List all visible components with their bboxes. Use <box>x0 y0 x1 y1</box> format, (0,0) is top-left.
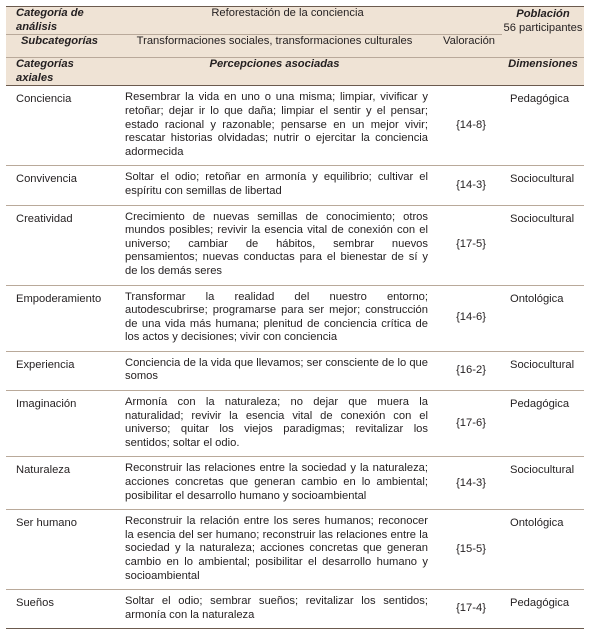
valoracion-cell: {17-4} <box>436 590 502 629</box>
table-row <box>6 205 584 285</box>
valoracion-cell: {14-8} <box>436 86 502 166</box>
axial-category-cell: Creatividad <box>6 205 113 285</box>
population-cell <box>502 7 584 58</box>
valoracion-cell: {14-3} <box>436 457 502 510</box>
axial-category-cell: Empoderamiento <box>6 285 113 351</box>
dimension-cell: Sociocultural <box>502 457 584 510</box>
table-header <box>6 7 584 86</box>
valoracion-label: Valoración <box>436 35 502 58</box>
table-row <box>6 166 584 205</box>
perception-cell: Crecimiento de nuevas semillas de conocimiento; otros mundos posibles; revivir la esencia vital de conexión con el universo; cambiar de hábitos, sembrar nuevos pensamientos; nuevas conductas para el bienestar de sí y de los demás seres <box>113 205 436 285</box>
valoracion-cell: {14-3} <box>436 166 502 205</box>
axial-category-cell: Imaginación <box>6 391 113 457</box>
dimension-cell: Ontológica <box>502 285 584 351</box>
dimension-cell: Sociocultural <box>502 351 584 390</box>
axial-category-cell: Sueños <box>6 590 113 629</box>
subcategories-label: Subcategorías <box>6 35 113 58</box>
axial-category-cell: Convivencia <box>6 166 113 205</box>
dimension-cell: Ontológica <box>502 510 584 590</box>
valoracion-cell: {17-5} <box>436 205 502 285</box>
population-value: 56 participantes <box>503 22 583 34</box>
axial-categories-label: Categorías axiales <box>6 58 113 86</box>
analysis-table <box>6 6 584 629</box>
perception-cell: Armonía con la naturaleza; no dejar que muera la naturalidad; revivir la esencia vital de conexión con el universo; quitar los viejos paradigmas; revitalizar los sentidos; soltar el odio. <box>113 391 436 457</box>
dimension-cell: Pedagógica <box>502 590 584 629</box>
population-label: Población <box>516 8 570 20</box>
perception-cell: Resembrar la vida en uno o una misma; limpiar, vivificar y retoñar; dejar ir lo que daña; limpiar el sentir y el pensar; estado racional y razonable; pensarse en un mejor vivir; rescatar historias olvidadas; nutrir o ejercitar la conciencia adormecida <box>113 86 436 166</box>
table-row <box>6 86 584 166</box>
axial-category-cell: Ser humano <box>6 510 113 590</box>
subcategories-value: Transformaciones sociales, transformaciones culturales <box>113 35 436 58</box>
perception-cell: Transformar la realidad del nuestro entorno; autodescubrirse; programarse para ser mejor; construcción de una vida más humana; plenitud de conciencia crítica de los actos y decisiones; vivir con conciencia <box>113 285 436 351</box>
dimension-cell: Sociocultural <box>502 205 584 285</box>
table-row <box>6 285 584 351</box>
header-row-columns <box>6 58 584 86</box>
axial-category-cell: Conciencia <box>6 86 113 166</box>
valoracion-cell: {14-6} <box>436 285 502 351</box>
dimension-cell: Pedagógica <box>502 391 584 457</box>
table-row <box>6 457 584 510</box>
valoracion-cell: {16-2} <box>436 351 502 390</box>
dimension-cell: Pedagógica <box>502 86 584 166</box>
valoracion-spacer <box>436 58 502 86</box>
table-row <box>6 510 584 590</box>
table-row <box>6 590 584 629</box>
axial-category-cell: Experiencia <box>6 351 113 390</box>
analysis-category-value: Reforestación de la conciencia <box>113 7 502 35</box>
perception-cell: Soltar el odio; sembrar sueños; revitalizar los sentidos; armonía con la naturaleza <box>113 590 436 629</box>
valoracion-cell: {17-6} <box>436 391 502 457</box>
analysis-category-label: Categoría de análisis <box>6 7 113 35</box>
perception-cell: Soltar el odio; retoñar en armonía y equilibrio; cultivar el espíritu con semillas de libertad <box>113 166 436 205</box>
table-row <box>6 391 584 457</box>
perceptions-label: Percepciones asociadas <box>113 58 436 86</box>
perception-cell: Conciencia de la vida que llevamos; ser consciente de lo que somos <box>113 351 436 390</box>
header-row-subcategories <box>6 35 584 58</box>
table-body <box>6 86 584 629</box>
table-row <box>6 351 584 390</box>
dimension-cell: Sociocultural <box>502 166 584 205</box>
header-row-category <box>6 7 584 35</box>
perception-cell: Reconstruir la relación entre los seres humanos; reconocer la esencia del ser humano; reconstruir las relaciones entre la sociedad y la naturaleza; acciones concretas que generan cambio en lo ambiental; posibilitar el desarrollo humano y socioambiental <box>113 510 436 590</box>
dimensions-label: Dimensiones <box>502 58 584 86</box>
perception-cell: Reconstruir las relaciones entre la sociedad y la naturaleza; acciones concretas que generan cambio en lo ambiental; posibilitar el desarrollo humano y socioambiental <box>113 457 436 510</box>
valoracion-cell: {15-5} <box>436 510 502 590</box>
axial-category-cell: Naturaleza <box>6 457 113 510</box>
